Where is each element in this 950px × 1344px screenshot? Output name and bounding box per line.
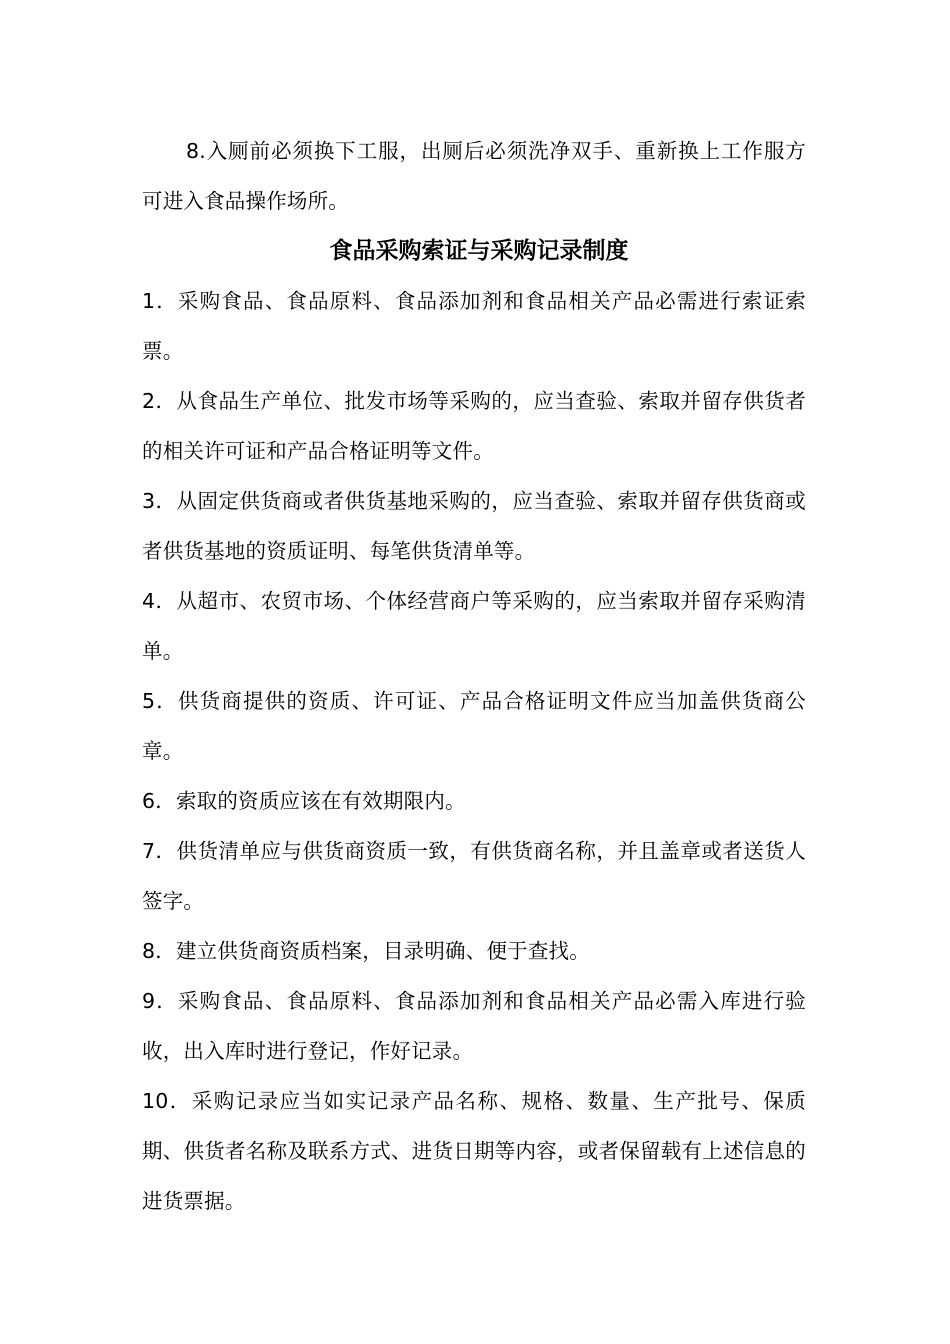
rule-item-5: 5．供货商提供的资质、许可证、产品合格证明文件应当加盖供货商公章。 xyxy=(142,689,806,763)
rule-item-9: 9．采购食品、食品原料、食品添加剂和食品相关产品必需入库进行验收，出入库时进行登记，作好记录。 xyxy=(142,989,806,1063)
rule-item-10: 10．采购记录应当如实记录产品名称、规格、数量、生产批号、保质期、供货者名称及联系方式、进货日期等内容，或者保留载有上述信息的进货票据。 xyxy=(142,1089,806,1213)
rule-item-4: 4．从超市、农贸市场、个体经营商户等采购的，应当索取并留存采购清单。 xyxy=(142,589,806,663)
section-title: 食品采购索证与采购记录制度 xyxy=(329,237,629,264)
rule-item-6: 6．索取的资质应该在有效期限内。 xyxy=(142,789,466,813)
intro-paragraph: 8.入厕前必须换下工服，出厕后必须洗净双手、重新换上工作服方可进入食品操作场所。 xyxy=(142,139,806,213)
rule-item-3: 3．从固定供货商或者供货基地采购的，应当查验、索取并留存供货商或者供货基地的资质证明、每笔供货清单等。 xyxy=(142,489,806,563)
rule-item-1: 1．采购食品、食品原料、食品添加剂和食品相关产品必需进行索证索票。 xyxy=(142,289,806,363)
rule-item-8: 8．建立供货商资质档案，目录明确、便于查找。 xyxy=(142,939,590,963)
rule-item-7: 7．供货清单应与供货商资质一致，有供货商名称，并且盖章或者送货人签字。 xyxy=(142,839,806,913)
rule-item-2: 2．从食品生产单位、批发市场等采购的，应当查验、索取并留存供货者的相关许可证和产品合格证明等文件。 xyxy=(142,389,806,463)
document-body xyxy=(142,126,806,1226)
